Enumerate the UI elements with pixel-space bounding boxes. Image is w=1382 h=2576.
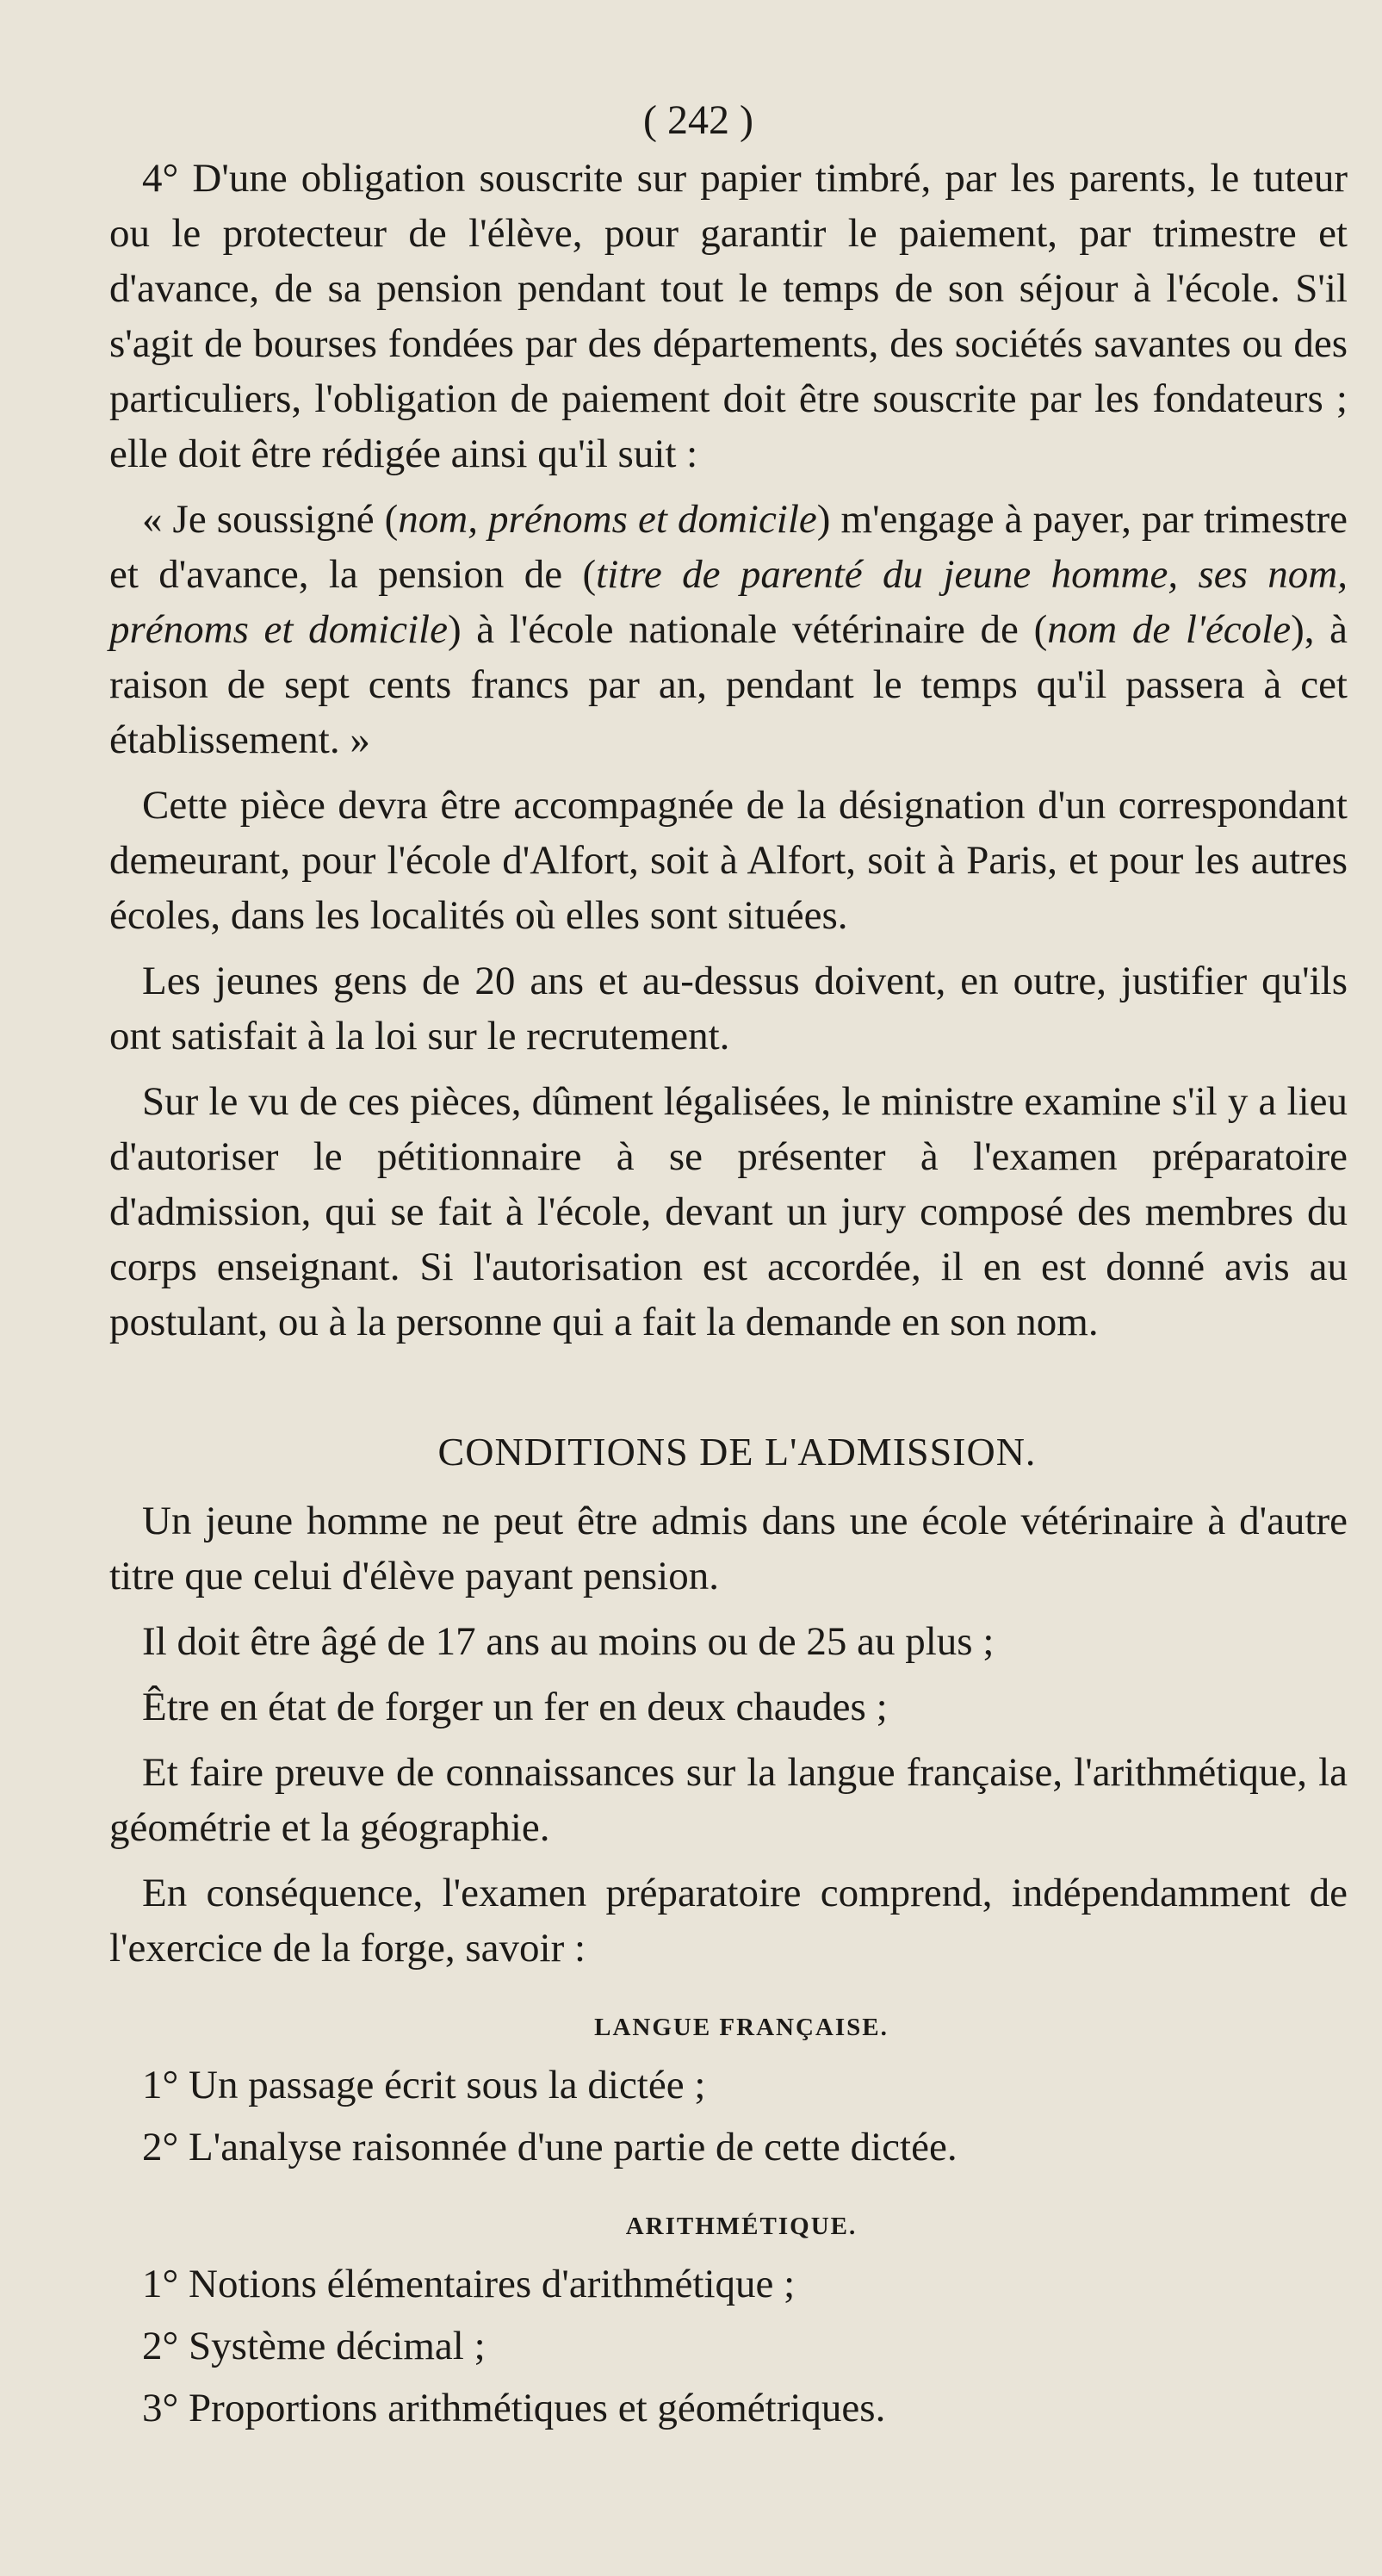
quote-text-4: ), à raison de sept cents francs par an, pendant le temps qu'il passera à cet établissement. » <box>109 607 1348 762</box>
paragraph-admission: Un jeune homme ne peut être admis dans une école vétérinaire à d'autre titre que celui d'élève payant pension. <box>109 1499 1348 1598</box>
paragraph-recrutement: Les jeunes gens de 20 ans et au-dessus doivent, en outre, justifier qu'ils ont satisfait à la loi sur le recrutement. <box>109 959 1348 1058</box>
quote-italic-2: titre de parenté du jeune homme, ses nom, prénoms et domicile <box>109 552 1348 652</box>
list-item: 2° Système décimal ; <box>142 2324 486 2368</box>
subheading-arithmetique: ARITHMÉTIQUE. <box>625 2213 858 2240</box>
paragraph-quote <box>109 492 1348 767</box>
paragraph-connaissances: Et faire preuve de connaissances sur la langue française, l'arithmétique, la géométrie et la géographie. <box>109 1750 1348 1850</box>
subheading-langue: LANGUE FRANÇAISE. <box>594 2014 889 2041</box>
page-number: ( 242 ) <box>643 97 753 143</box>
list-item: 3° Proportions arithmétiques et géométriques. <box>142 2386 886 2430</box>
section-heading: CONDITIONS DE L'ADMISSION. <box>437 1430 1037 1474</box>
list-item: 1° Notions élémentaires d'arithmétique ; <box>142 2262 796 2306</box>
paragraph-correspondant: Cette pièce devra être accompagnée de la désignation d'un correspondant demeurant, pour l'école d'Alfort, soit à Alfort, soit à Paris, et pour les autres écoles, dans les localités où elles sont situées. <box>109 783 1348 938</box>
paragraph-age: Il doit être âgé de 17 ans au moins ou de 25 au plus ; <box>142 1619 995 1664</box>
paragraph-forge: Être en état de forger un fer en deux chaudes ; <box>142 1685 888 1729</box>
quote-italic-3: nom de l'école <box>1047 607 1292 652</box>
paragraph-ministre: Sur le vu de ces pièces, dûment légalisées, le ministre examine s'il y a lieu d'autoriser le pétitionnaire à se présenter à l'examen préparatoire d'admission, qui se fait à l'école, devant un jury composé des membres du corps enseignant. Si l'autorisation est accordée, il en est donné avis au postulant, ou à la personne qui a fait la demande en son nom. <box>109 1079 1348 1344</box>
quote-text-3: ) à l'école nationale vétérinaire de ( <box>447 607 1048 652</box>
quote-italic-1: nom, prénoms et domicile <box>398 497 817 542</box>
list-item: 1° Un passage écrit sous la dictée ; <box>142 2063 706 2107</box>
paragraph-obligation: 4° D'une obligation souscrite sur papier timbré, par les parents, le tuteur ou le protecteur de l'élève, pour garantir le paiement, par trimestre et d'avance, de sa pension pendant tout le temps de son séjour à l'école. S'il s'agit de bourses fondées par des départements, des sociétés savantes ou des particuliers, l'obligation de paiement doit être souscrite par les fondateurs ; elle doit être rédigée ainsi qu'il suit : <box>109 156 1348 476</box>
list-item: 2° L'analyse raisonnée d'une partie de cette dictée. <box>142 2125 957 2169</box>
quote-text-2: ) m'engage à payer, par trimestre et d'avance, la pension de ( <box>109 497 1348 597</box>
quote-text-1: « Je soussigné ( <box>142 497 399 542</box>
paragraph-consequence: En conséquence, l'examen préparatoire comprend, indépendamment de l'exercice de la forge, savoir : <box>109 1871 1348 1971</box>
